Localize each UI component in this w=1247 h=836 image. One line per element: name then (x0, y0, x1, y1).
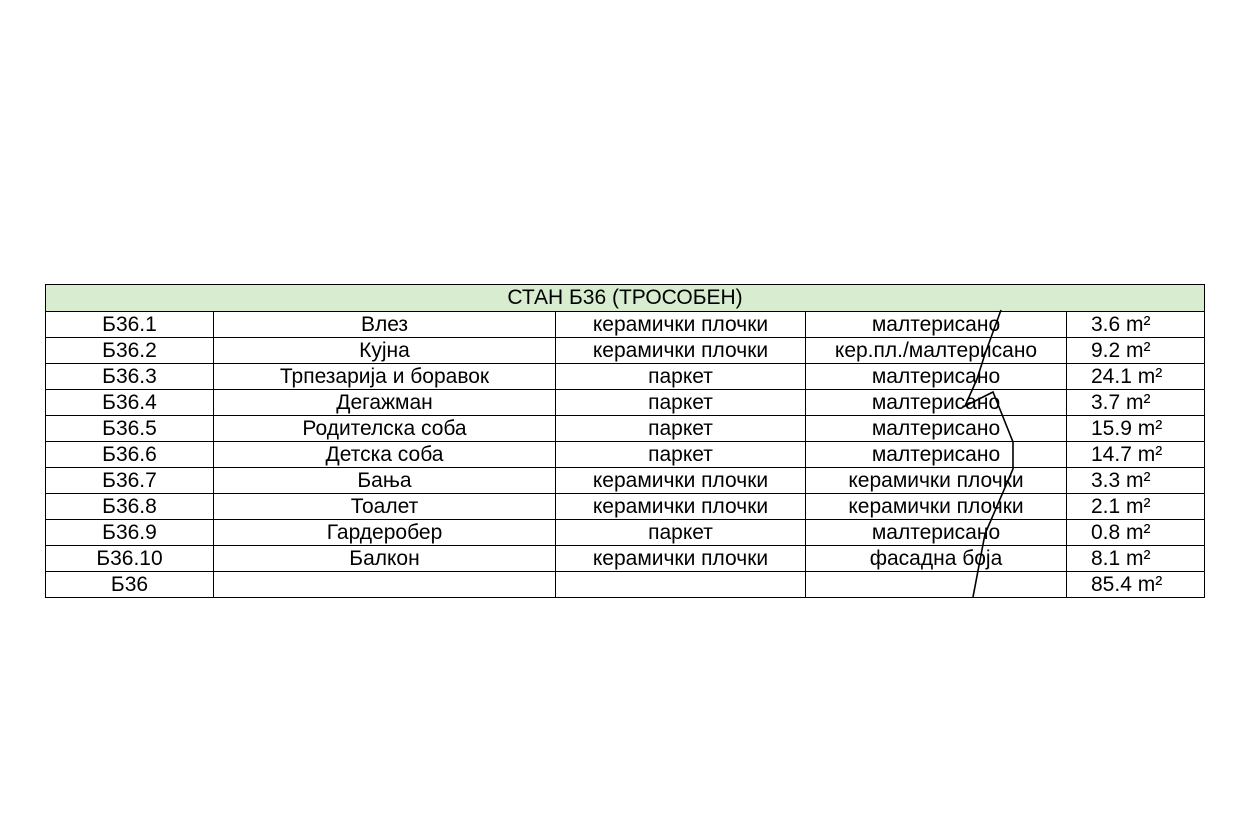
room-name: Детска соба (214, 442, 556, 468)
room-area: 15.9 m² (1067, 416, 1205, 442)
room-area: 24.1 m² (1067, 364, 1205, 390)
table-row (46, 312, 1205, 338)
room-area: 0.8 m² (1067, 520, 1205, 546)
wall-finish: малтерисано (806, 520, 1067, 546)
floor-finish: керамички плочки (556, 312, 806, 338)
table-row (46, 468, 1205, 494)
floor-finish: керамички плочки (556, 338, 806, 364)
room-code: Б36.2 (46, 338, 214, 364)
table-row (46, 546, 1205, 572)
total-room-name (214, 572, 556, 598)
floor-finish: паркет (556, 442, 806, 468)
floor-finish: паркет (556, 364, 806, 390)
total-wall-finish (806, 572, 1067, 598)
wall-finish: малтерисано (806, 390, 1067, 416)
room-area: 8.1 m² (1067, 546, 1205, 572)
wall-finish: кер.пл./малтерисано (806, 338, 1067, 364)
total-row (46, 572, 1205, 598)
room-name: Влез (214, 312, 556, 338)
floor-finish: паркет (556, 390, 806, 416)
room-area: 14.7 m² (1067, 442, 1205, 468)
room-code: Б36.3 (46, 364, 214, 390)
room-name: Тоалет (214, 494, 556, 520)
floor-finish: керамички плочки (556, 494, 806, 520)
apartment-title: СТАН Б36 (ТРОСОБЕН) (46, 285, 1205, 312)
room-area: 2.1 m² (1067, 494, 1205, 520)
table-row (46, 494, 1205, 520)
wall-finish: фасадна боја (806, 546, 1067, 572)
room-name: Дегажман (214, 390, 556, 416)
room-name: Трпезарија и боравок (214, 364, 556, 390)
room-code: Б36.8 (46, 494, 214, 520)
room-name: Кујна (214, 338, 556, 364)
floor-finish: керамички плочки (556, 546, 806, 572)
room-code: Б36.4 (46, 390, 214, 416)
wall-finish: малтерисано (806, 364, 1067, 390)
room-code: Б36.9 (46, 520, 214, 546)
room-name: Балкон (214, 546, 556, 572)
table-row (46, 416, 1205, 442)
table-row (46, 520, 1205, 546)
wall-finish: малтерисано (806, 416, 1067, 442)
table-title-row (46, 285, 1205, 312)
floor-finish: паркет (556, 416, 806, 442)
room-code: Б36.1 (46, 312, 214, 338)
room-code: Б36.10 (46, 546, 214, 572)
room-name: Бања (214, 468, 556, 494)
total-room-area: 85.4 m² (1067, 572, 1205, 598)
room-code: Б36.6 (46, 442, 214, 468)
room-area: 3.6 m² (1067, 312, 1205, 338)
room-area: 3.3 m² (1067, 468, 1205, 494)
floor-finish: паркет (556, 520, 806, 546)
table-row (46, 364, 1205, 390)
table-row (46, 390, 1205, 416)
room-area: 9.2 m² (1067, 338, 1205, 364)
floor-finish: керамички плочки (556, 468, 806, 494)
wall-finish: керамички плочки (806, 468, 1067, 494)
room-name: Родителска соба (214, 416, 556, 442)
table-row (46, 338, 1205, 364)
table-row (46, 442, 1205, 468)
wall-finish: малтерисано (806, 442, 1067, 468)
apartment-area-table (45, 284, 1204, 598)
room-code: Б36.7 (46, 468, 214, 494)
room-name: Гардеробер (214, 520, 556, 546)
total-floor-finish (556, 572, 806, 598)
total-room-code: Б36 (46, 572, 214, 598)
rooms-table (45, 284, 1205, 598)
room-code: Б36.5 (46, 416, 214, 442)
room-area: 3.7 m² (1067, 390, 1205, 416)
wall-finish: малтерисано (806, 312, 1067, 338)
wall-finish: керамички плочки (806, 494, 1067, 520)
